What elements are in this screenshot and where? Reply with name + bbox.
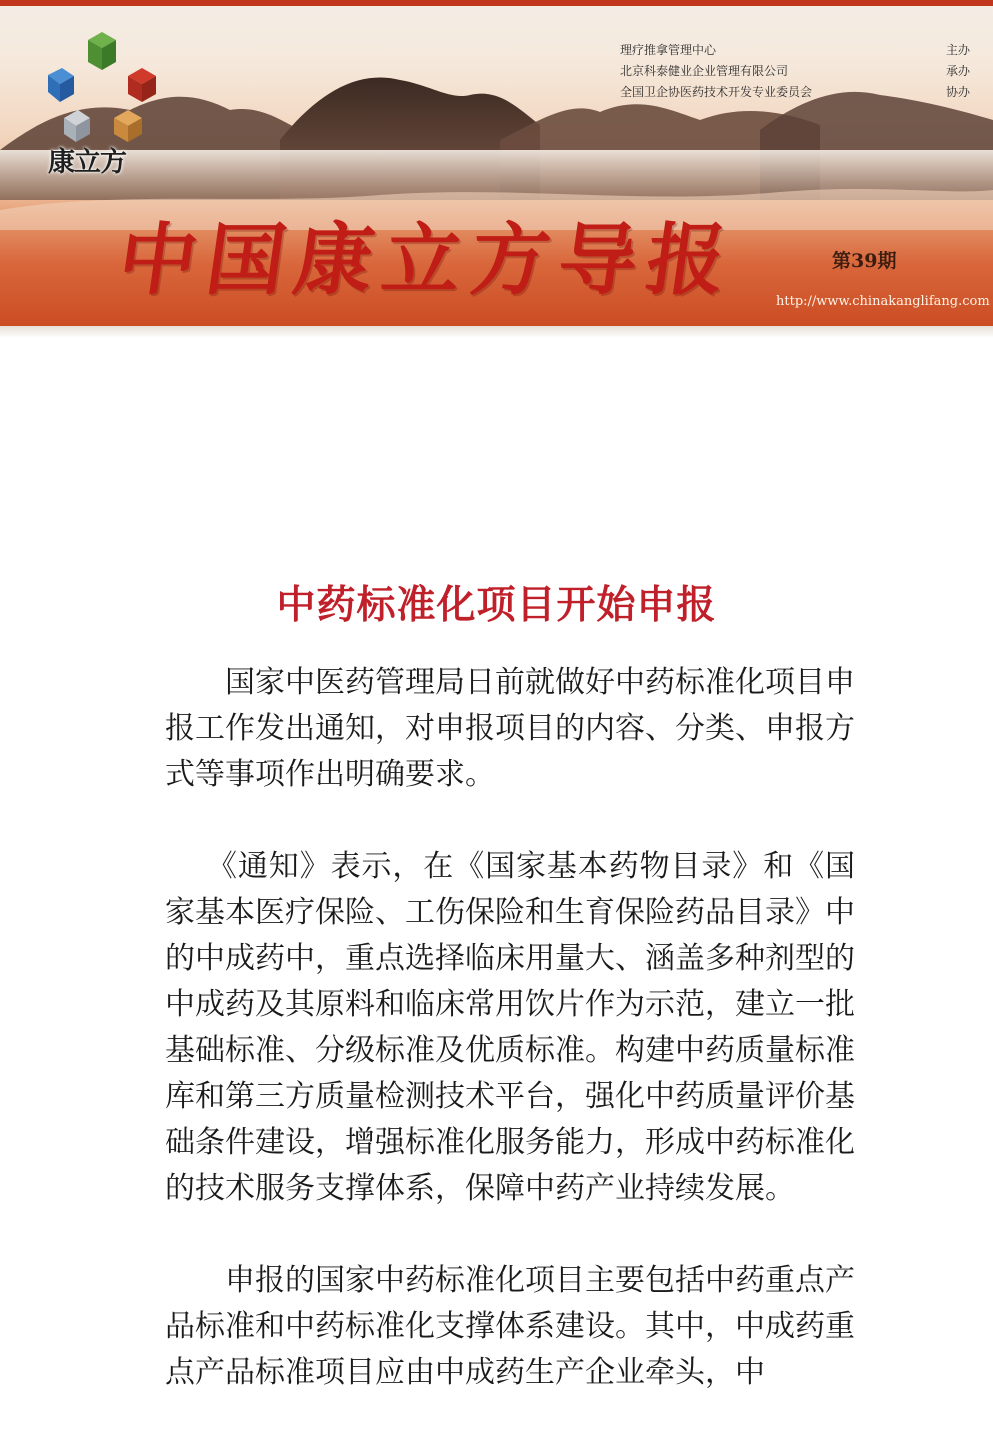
article-body [165,660,855,1442]
logo-wordmark: 康立方 [48,147,126,178]
article-title: 中药标准化项目开始申报 [276,583,717,629]
issue-number: 第39期 [832,250,897,272]
sponsor-list [620,40,970,103]
banner-bottom-rule [0,326,993,338]
sponsor-role: 协办 [945,85,970,99]
sponsor-role: 承办 [945,64,970,78]
article-paragraph: 申报的国家中药标准化项目主要包括中药重点产品标准和中药标准化支撑体系建设。其中，中成药重点产品标准项目应由中成药生产企业牵头，中 [165,1263,855,1390]
masthead-title: 中国康立方导报 [112,215,742,306]
article-paragraph: 国家中医药管理局日前就做好中药标准化项目申报工作发出通知，对申报项目的内容、分类、申报方式等事项作出明确要求。 [165,665,855,792]
sponsor-row [620,40,970,61]
sponsor-org: 理疗推拿管理中心 [620,43,717,57]
sponsor-role: 主办 [945,43,970,57]
sponsor-org: 全国卫企协医药技术开发专业委员会 [620,85,813,99]
article-paragraph: 《通知》表示，在《国家基本药物目录》和《国家基本医疗保险、工伤保险和生育保险药品目录》中的中成药中，重点选择临床用量大、涵盖多种剂型的中成药及其原料和临床常用饮片作为示范，建立一批基础标准、分级标准及优质标准。构建中药质量标准库和第三方质量检测技术平台，强化中药质量评价基础条件建设，增强标准化服务能力，形成中药标准化的技术服务支撑体系，保障中药产业持续发展。 [165,849,855,1206]
sponsor-row [620,61,970,82]
sponsor-org: 北京科泰健业企业管理有限公司 [620,64,789,78]
site-url: http://www.chinakanglifang.com [776,294,990,309]
masthead-banner [0,0,993,338]
sponsor-row [620,82,970,103]
